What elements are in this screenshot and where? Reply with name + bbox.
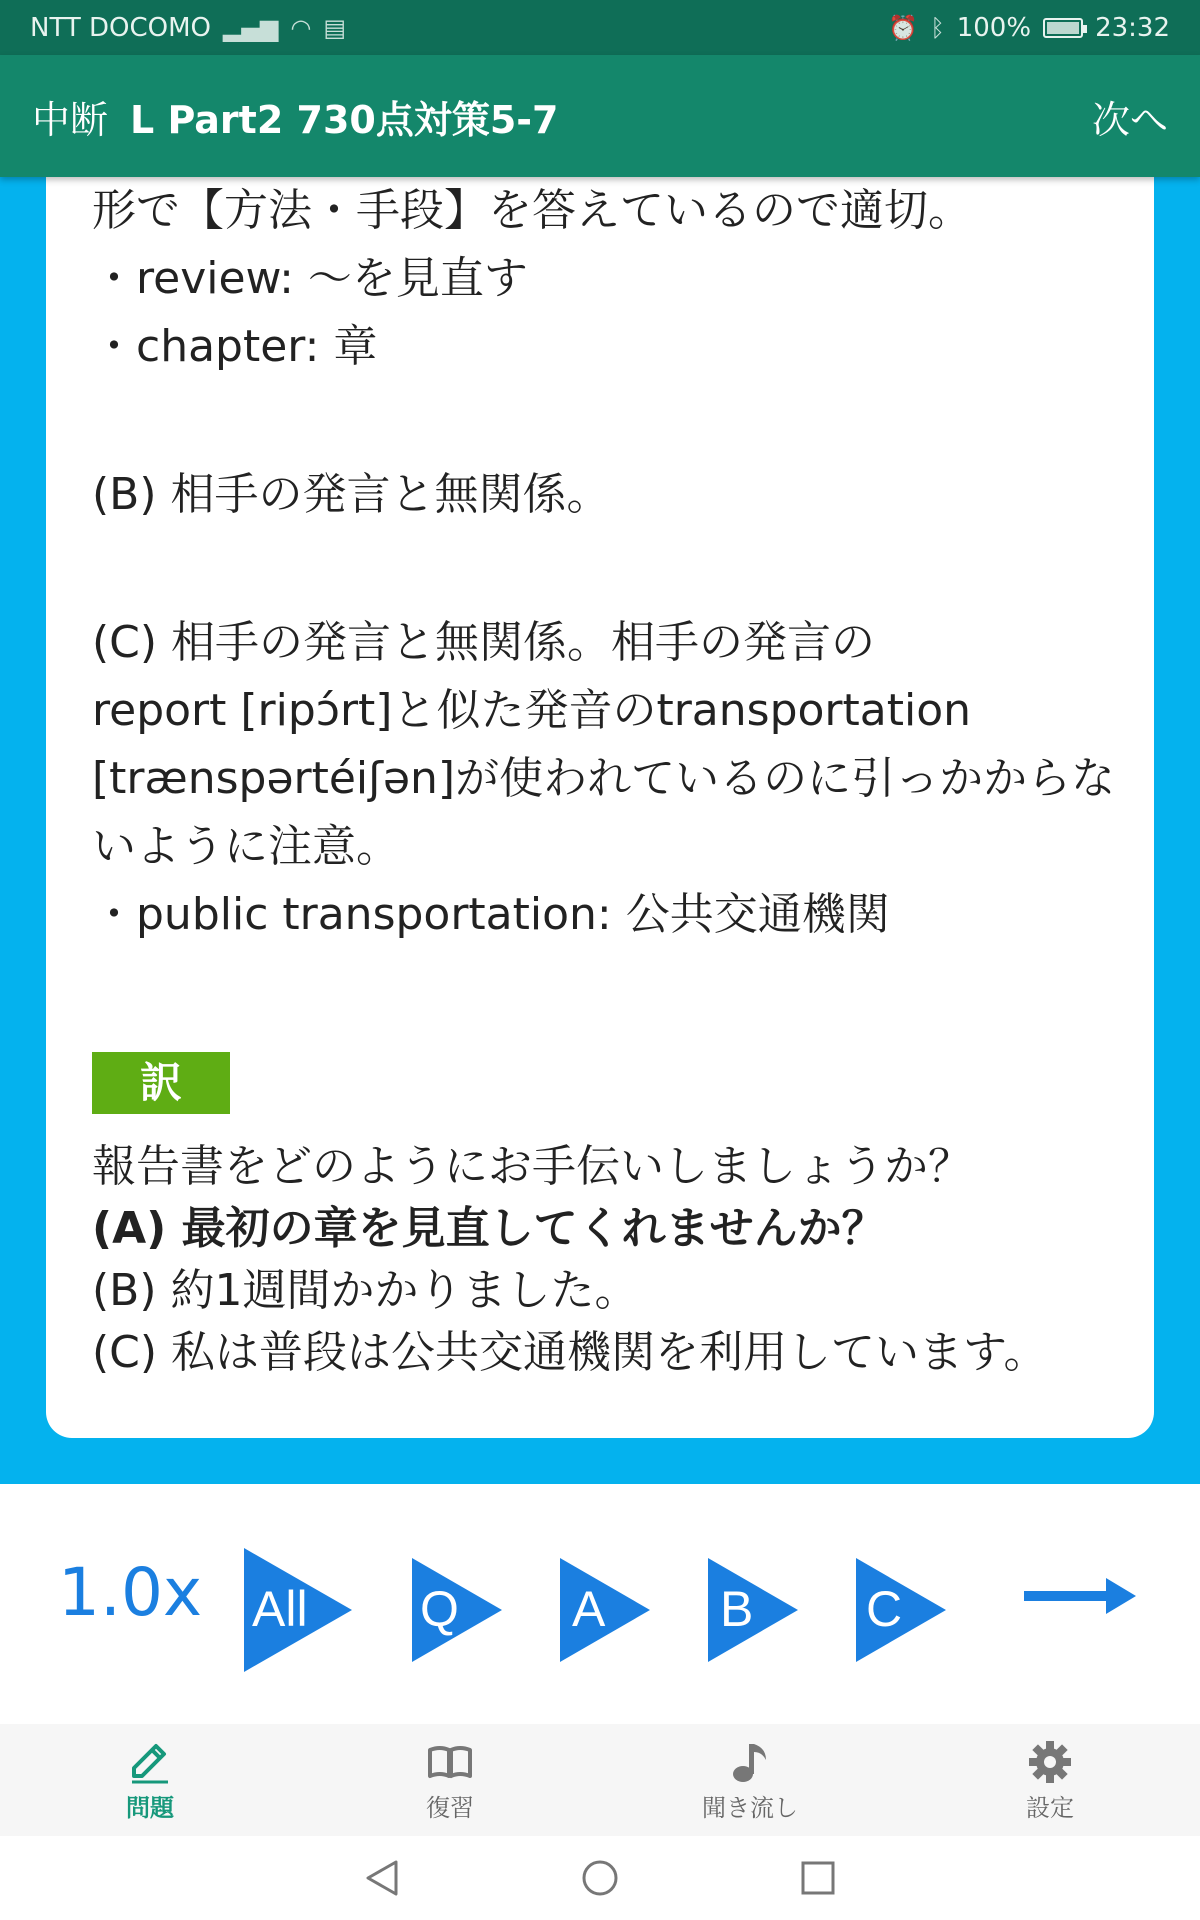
play-all-label: All xyxy=(252,1581,308,1637)
audio-controls xyxy=(0,1484,1200,1724)
system-navigation-bar xyxy=(0,1836,1200,1920)
play-a-label: A xyxy=(572,1581,606,1637)
arrow-right-icon xyxy=(1024,1576,1136,1616)
play-answer-a-button[interactable] xyxy=(560,1558,650,1678)
battery-percent: 100% xyxy=(956,12,1032,43)
page-title: L Part2 730点対策5-7 xyxy=(130,97,559,142)
speed-button[interactable]: 1.0x xyxy=(58,1554,203,1631)
nav-label: 問題 xyxy=(126,1794,174,1822)
bluetooth-icon: ᛒ xyxy=(930,13,945,42)
next-arrow-button[interactable] xyxy=(1024,1576,1136,1620)
translation-card xyxy=(46,1014,1154,1438)
book-icon xyxy=(426,1738,474,1786)
explanation-line: 形で【方法・手段】を答えているので適切。 xyxy=(92,185,972,236)
next-button[interactable]: 次へ xyxy=(1091,97,1168,142)
nav-label: 復習 xyxy=(426,1794,474,1822)
explanation-line: ・public transportation: 公共交通機関 xyxy=(92,889,890,940)
nav-item-settings[interactable] xyxy=(900,1724,1200,1836)
translation-tag: 訳 xyxy=(92,1052,230,1114)
explanation-line: [trænspərtéiʃən]が使われているのに引っかからな xyxy=(92,753,1116,804)
translation-answer-b: (B) 約1週間かかりました。 xyxy=(92,1265,639,1316)
abort-button[interactable]: 中断 xyxy=(32,97,109,142)
explanation-line: (B) 相手の発言と無関係。 xyxy=(92,469,611,520)
play-b-label: B xyxy=(720,1581,754,1637)
nav-item-review[interactable] xyxy=(300,1724,600,1836)
explanation-line: ・chapter: 章 xyxy=(92,321,378,372)
carrier-name: NTT DOCOMO xyxy=(30,12,212,43)
explanation-line: いように注意。 xyxy=(92,821,400,872)
nav-label: 聞き流し xyxy=(702,1794,798,1822)
battery-icon xyxy=(1043,18,1083,38)
explanation-line: (C) 相手の発言と無関係。相手の発言の xyxy=(92,617,876,668)
translation-answer-c: (C) 私は普段は公共交通機関を利用しています。 xyxy=(92,1327,1048,1378)
play-question-label: Q xyxy=(420,1581,459,1637)
music-note-icon xyxy=(726,1738,774,1786)
play-all-button[interactable] xyxy=(244,1548,354,1668)
translation-question: 報告書をどのようにお手伝いしましょうか？ xyxy=(92,1141,972,1192)
pencil-icon xyxy=(126,1738,174,1786)
bottom-navigation xyxy=(0,1724,1200,1836)
gear-icon xyxy=(1026,1738,1074,1786)
nav-item-questions[interactable] xyxy=(0,1724,300,1836)
clock: 23:32 xyxy=(1095,12,1170,43)
explanation-card xyxy=(46,177,1154,1143)
play-c-label: C xyxy=(866,1581,903,1637)
app-bar xyxy=(0,55,1200,177)
translation-answer-a: (A) 最初の章を見直してくれませんか？ xyxy=(92,1203,886,1254)
alarm-icon: ⏰ xyxy=(888,13,919,42)
nav-label: 設定 xyxy=(1026,1794,1074,1822)
home-icon[interactable] xyxy=(580,1858,620,1898)
play-answer-b-button[interactable] xyxy=(708,1558,798,1678)
recents-icon[interactable] xyxy=(800,1860,836,1896)
content-scroll-area[interactable] xyxy=(0,177,1200,1484)
status-bar xyxy=(0,0,1200,55)
explanation-line: ・review: ～を見直す xyxy=(92,253,528,304)
nav-item-listen[interactable] xyxy=(600,1724,900,1836)
play-question-button[interactable] xyxy=(412,1558,502,1678)
signal-icon: ▂▄▆ xyxy=(223,13,279,42)
play-answer-c-button[interactable] xyxy=(856,1558,946,1678)
back-icon[interactable] xyxy=(364,1858,400,1898)
explanation-line: report [ripɔ́rt]と似た発音のtransportation xyxy=(92,685,972,736)
wifi-icon: ◠ xyxy=(290,13,312,42)
calendar-icon: ▤ xyxy=(323,13,347,42)
